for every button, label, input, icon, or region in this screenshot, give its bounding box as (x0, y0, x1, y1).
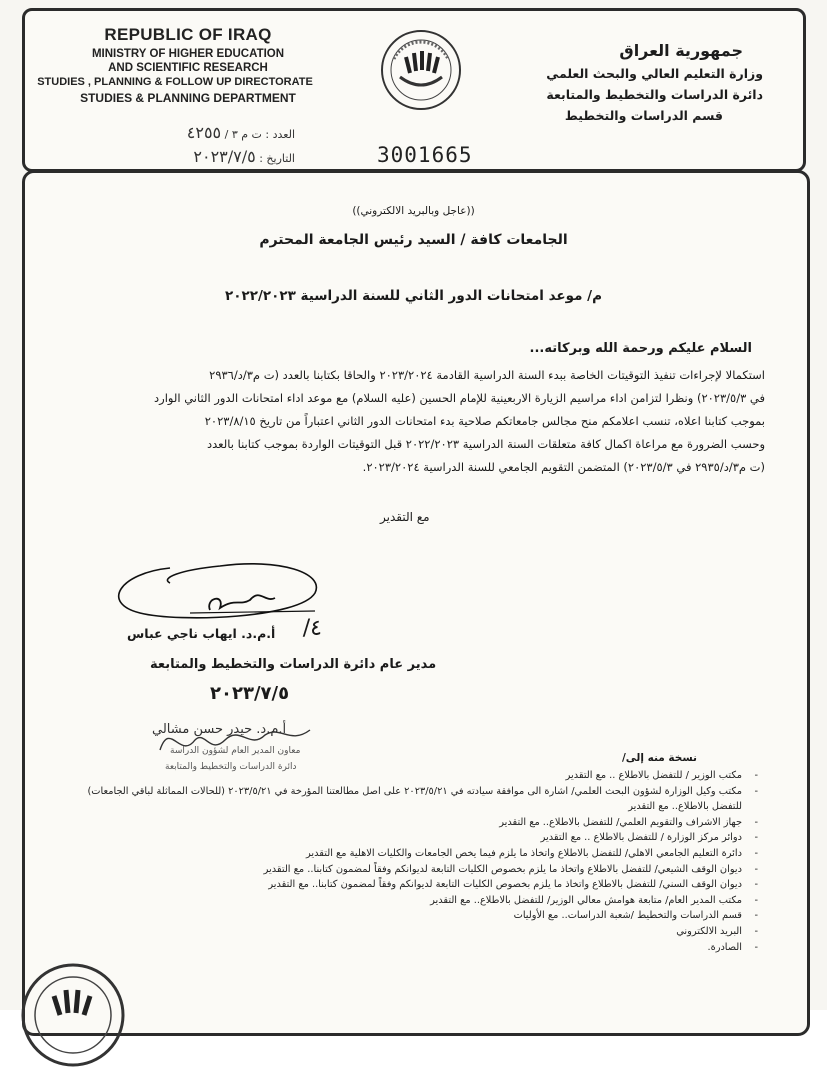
list-item: - دوائر مركز الوزارة / للتفضل بالاطلاع .. مع التقدير (70, 830, 760, 846)
list-item: - قسم الدراسات والتخطيط /شعبة الدراسات.. مع الأوليات (70, 908, 760, 924)
body-line: استكمالا لإجراءات تنفيذ التوقيتات الخاصة ببدء السنة الدراسية القادمة ٢٠٢٣/٢٠٢٤ والحاقا بكتابنا بالعدد (ت م٣/د/٢٩٣٦ (209, 368, 765, 382)
subject-line: م/ موعد امتحانات الدور الثاني للسنة الدراسية ٢٠٢٢/٢٠٢٣ (225, 288, 602, 304)
department-ar: قسم الدراسات والتخطيط (564, 108, 723, 123)
handwritten-mark: ٤/ (302, 616, 322, 641)
date-row (85, 147, 295, 166)
directorate-ar: دائرة الدراسات والتخطيط والمتابعة (546, 87, 763, 102)
stamp-seal-icon (18, 960, 128, 1070)
sign-date: ٢٠٢٣/٧/٥ (210, 683, 290, 704)
body-line: وحسب الضرورة مع مراعاة اكمال كافة متعلقات السنة الدراسية ٢٠٢٢/٢٠٢٣ قبل التوقيتات الواردة بموجب كتابنا بالعدد (207, 437, 765, 451)
signatory-title: مدير عام دائرة الدراسات والتخطيط والمتابعة (150, 657, 437, 672)
signatory-name: أ.م.د. ايهاب ناجي عباس (127, 626, 276, 641)
body-line: (ت م٣/د/٢٩٣٥ في ٢٠٢٣/٥/٣) المتضمن التقويم الجامعي للسنة الدراسية ٢٠٢٣/٢٠٢٤. (362, 460, 765, 474)
reference-label: العدد : ت م ٣ / (224, 128, 295, 141)
department-en: STUDIES & PLANNING DEPARTMENT (80, 91, 296, 105)
urgency-note: ((عاجل وبالبريد الالكتروني)) (352, 205, 475, 217)
addressee: الجامعات كافة / السيد رئيس الجامعة المحترم (259, 232, 568, 248)
country-ar: جمهورية العراق (619, 41, 743, 60)
ministry-seal-icon (380, 29, 462, 111)
directorate-en: STUDIES , PLANNING & FOLLOW UP DIRECTORATE (37, 76, 313, 88)
ministry-en-line2: AND SCIENTIFIC RESEARCH (108, 62, 268, 74)
closing: مع التقدير (380, 510, 430, 524)
list-item: - دائرة التعليم الجامعي الاهلي/ للتفضل بالاطلاع واتخاذ ما يلزم فيما يخص الجامعات والكليات الاهلية مع التقدير (70, 846, 760, 862)
copies-title: نسخة منه إلى/ (621, 752, 697, 764)
country-en: REPUBLIC OF IRAQ (104, 25, 272, 44)
letter-body (65, 364, 765, 479)
list-item: - مكتب وكيل الوزارة لشؤون البحث العلمي/ اشارة الى موافقة سيادته في ٢٠٢٣/٥/٢١ على اصل مطالعتنا المؤرخة في ٢٠٢٣/٥/٢١ (للحالات المماثلة لباقي الجامعات) للتفضل بالاطلاع.. مع التقدير (70, 784, 760, 815)
body-line: بموجب كتابنا اعلاه، تنسب اعلامكم منح مجالس جامعاتكم صلاحية بدء امتحانات الدور الثاني اعتباراً من تاريخ ٢٠٢٣/٨/١٥ (204, 414, 765, 428)
arabic-letterhead (463, 41, 763, 123)
date-value: ٢٠٢٣/٧/٥ (193, 147, 256, 166)
list-item: - ديوان الوقف الشيعي/ للتفضل بالاطلاع واتخاذ ما يلزم بخصوص الكليات التابعة لديوانكم وفقاً لمضمون كتابنا.. مع التقدير (70, 862, 760, 878)
list-item: - ديوان الوقف السني/ للتفضل بالاطلاع واتخاذ ما يلزم بخصوص الكليات التابعة لديوانكم وفقاً لمضمون كتابنا.. مع التقدير (70, 877, 760, 893)
copies-list (70, 768, 760, 955)
date-label: التاريخ : (259, 152, 295, 165)
second-signatory-name: أ.م.د. حيدر حسن مشالي (152, 722, 287, 737)
signature-icon (100, 548, 330, 628)
second-signatory-dept: دائرة الدراسات والتخطيط والمتابعة (165, 762, 297, 772)
second-signatory-title: معاون المدير العام لشؤون الدراسة (170, 746, 301, 756)
greeting: السلام عليكم ورحمة الله وبركاته... (529, 341, 752, 356)
body-line: في ٢٠٢٣/٥/٣) ونظرا لتزامن اداء مراسيم الزيارة الاربعينية للإمام الحسين (عليه السلام) مع موعد اداء امتحانات الدور الثاني الوارد (154, 391, 765, 405)
list-item: - الصادرة. (70, 940, 760, 956)
list-item: - جهاز الاشراف والتقويم العلمي/ للتفضل بالاطلاع.. مع التقدير (70, 815, 760, 831)
list-item: - مكتب الوزير / للتفضل بالاطلاع .. مع التقدير (70, 768, 760, 784)
reference-number-row (85, 123, 295, 142)
ministry-en-line1: MINISTRY OF HIGHER EDUCATION (91, 48, 285, 60)
serial-number: 3001665 (377, 143, 473, 167)
list-item: - مكتب المدير العام/ متابعة هوامش معالي الوزير/ للتفضل بالاطلاع.. مع التقدير (70, 893, 760, 909)
list-item: - البريد الالكتروني (70, 924, 760, 940)
letterhead (22, 8, 806, 172)
english-letterhead (37, 25, 323, 105)
ministry-ar: وزارة التعليم العالي والبحث العلمي (546, 66, 763, 81)
reference-number: ٤٢٥٥ (186, 123, 222, 142)
